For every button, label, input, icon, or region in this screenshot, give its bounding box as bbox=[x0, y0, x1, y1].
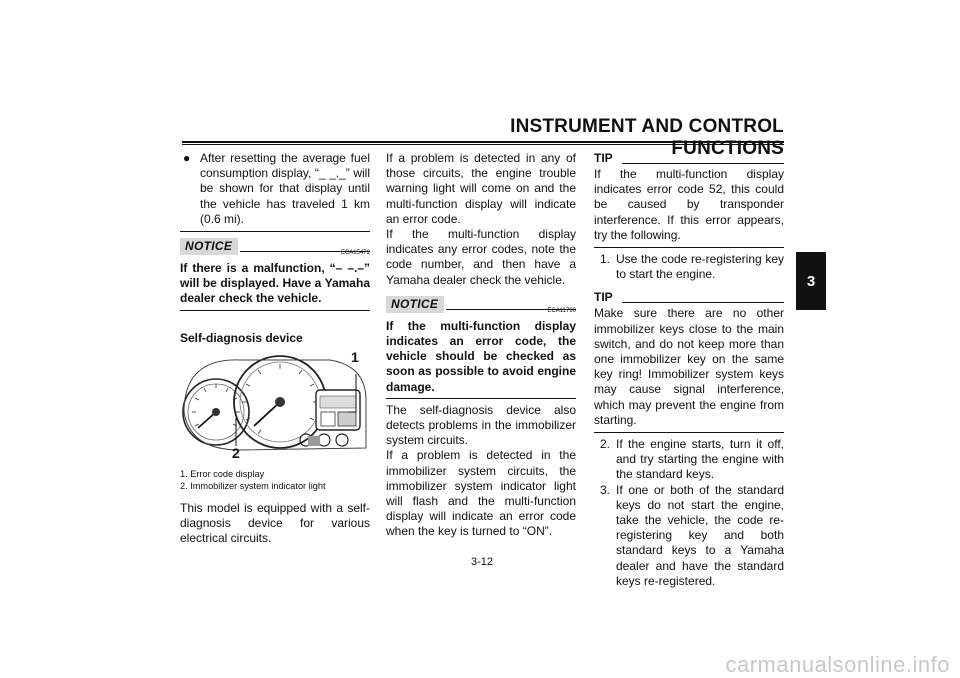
header-rule bbox=[182, 141, 784, 143]
step-number: 2. bbox=[600, 437, 611, 452]
section-heading: Self-diagnosis device bbox=[180, 330, 303, 345]
step-number: 3. bbox=[600, 482, 611, 497]
callout-2: 2 bbox=[232, 444, 240, 461]
callout-1: 1 bbox=[351, 348, 359, 365]
step-1 bbox=[594, 252, 784, 282]
tip-rule bbox=[622, 163, 784, 164]
watermark: carmanualsonline.info bbox=[725, 652, 950, 677]
tip-header-2 bbox=[594, 290, 784, 306]
tip-end-rule bbox=[594, 432, 784, 433]
notice-code: ECA11790 bbox=[547, 307, 576, 314]
column-1 bbox=[180, 151, 370, 547]
bullet-icon: ● bbox=[183, 151, 191, 165]
step-2 bbox=[594, 437, 784, 483]
header-rule-thin bbox=[182, 144, 784, 145]
figure-caption-2: 2. Immobilizer system indicator light bbox=[180, 481, 326, 492]
tip-rule bbox=[622, 302, 784, 303]
tip-end-rule bbox=[594, 247, 784, 248]
page-number: 3-12 bbox=[470, 556, 494, 568]
step-text: If the engine starts, turn it off, and try starting the engine with the standard keys. bbox=[616, 437, 784, 482]
figure-caption-1: 1. Error code display bbox=[180, 468, 265, 479]
step-text: Use the code re-registering key to start the engine. bbox=[616, 252, 784, 282]
notice-header bbox=[386, 296, 576, 312]
chapter-tab: 3 bbox=[796, 252, 826, 310]
tip-text-1: If the multi-function display indicates error code 52, this could be caused by transponder interference. If this error appears, try the following. bbox=[594, 167, 784, 242]
instrument-cluster-illustration bbox=[180, 350, 370, 462]
instrument-cluster-figure bbox=[180, 350, 370, 462]
tip-label: TIP bbox=[594, 290, 613, 305]
paragraph-1: If a problem is detected in any of those circuits, the engine trouble warning light will come on and the multi-function display will indicate an error code. bbox=[386, 151, 576, 226]
bullet-text: After resetting the average fuel consumption display, “_ _._” will be shown for that display until the vehicle has traveled 1 km (0.6 mi). bbox=[200, 151, 370, 226]
paragraph-3: The self-diagnosis device also detects problems in the immobilizer system circuits. bbox=[386, 402, 576, 448]
tip-text-2: Make sure there are no other immobilizer keys close to the main switch, and do not keep more than one immobilizer key on the same key ring! Immobilizer system keys may cause signal interference, which may prevent the engine from starting. bbox=[594, 306, 784, 427]
notice-text: If the multi-function display indicates an error code, the vehicle should be checked as soon as possible to avoid engine damage. bbox=[386, 319, 576, 399]
step-3 bbox=[594, 483, 784, 589]
notice-text: If there is a malfunction, “– –.–” will be displayed. Have a Yamaha dealer check the vehicle. bbox=[180, 261, 370, 311]
tip-header-1 bbox=[594, 151, 784, 167]
column-2 bbox=[386, 151, 576, 540]
tip-label: TIP bbox=[594, 151, 613, 165]
notice-rule bbox=[240, 251, 370, 252]
paragraph-2: If the multi-function display indicates any error codes, note the code number, and then have a Yamaha dealer check the vehicle. bbox=[386, 227, 576, 287]
notice-header bbox=[180, 238, 370, 254]
notice-code: ECA15472 bbox=[340, 250, 370, 257]
notice-rule bbox=[446, 309, 576, 310]
page-header-title: INSTRUMENT AND CONTROL FUNCTIONS bbox=[510, 116, 784, 159]
body-paragraph: This model is equipped with a self-diagnosis device for various electrical circuits. bbox=[180, 501, 370, 546]
paragraph-4: If a problem is detected in the immobilizer system circuits, the immobilizer system indicator light will flash and the multi-function display will indicate an error code when the key is turned to “ON”. bbox=[386, 448, 576, 539]
notice-block-1 bbox=[180, 231, 370, 311]
column-3 bbox=[594, 151, 784, 589]
notice-badge: NOTICE bbox=[180, 238, 238, 255]
notice-block-2 bbox=[386, 296, 576, 399]
notice-badge: NOTICE bbox=[386, 296, 444, 313]
step-number: 1. bbox=[600, 252, 611, 267]
step-text: If one or both of the standard keys do not start the engine, take the vehicle, the code re-registering key and both standard keys to a Yamaha dealer and have the standard keys re-registered. bbox=[616, 482, 784, 588]
bullet-paragraph bbox=[180, 151, 370, 227]
